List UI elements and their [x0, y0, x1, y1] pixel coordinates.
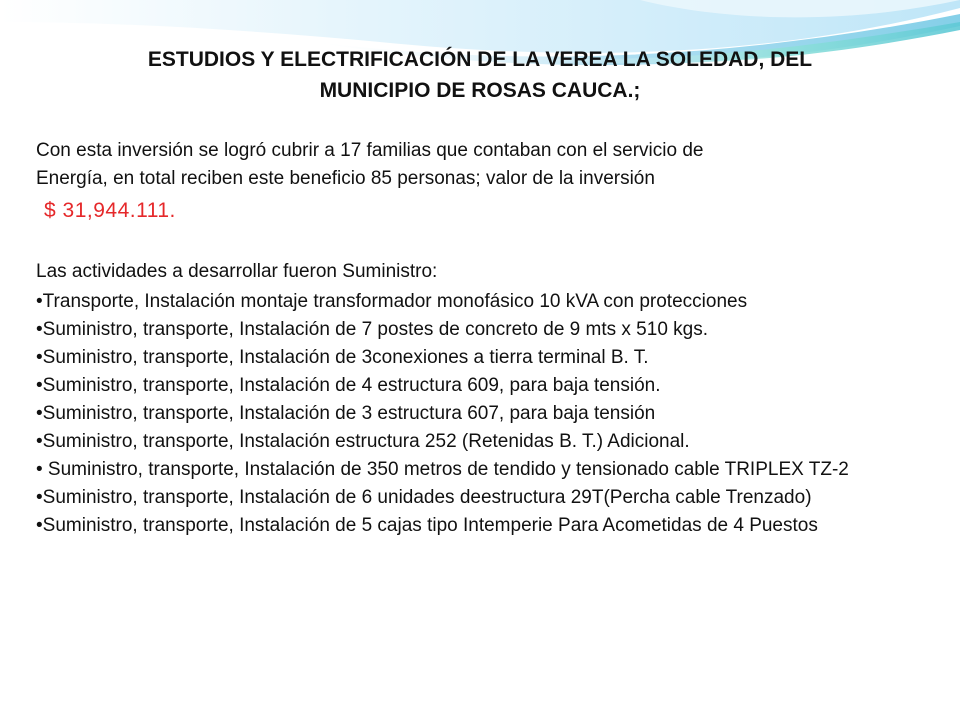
activities-section — [36, 259, 924, 541]
activity-item: •Suministro, transporte, Instalación de 3 estructura 607, para baja tensión — [36, 403, 656, 424]
activity-item: •Transporte, Instalación montaje transformador monofásico 10 kVA con protecciones — [36, 291, 748, 312]
intro-line-2: Energía, en total reciben este beneficio 85 personas; valor de la inversión — [36, 168, 655, 189]
intro-line-1: Con esta inversión se logró cubrir a 17 familias que contaban con el servicio de — [36, 140, 704, 161]
activities-list — [36, 289, 924, 539]
slide-title — [40, 44, 920, 106]
title-line-2: MUNICIPIO DE ROSAS CAUCA.; — [319, 79, 641, 102]
activity-item: •Suministro, transporte, Instalación de 7 postes de concreto de 9 mts x 510 kgs. — [36, 319, 709, 340]
activity-item: •Suministro, transporte, Instalación estructura 252 (Retenidas B. T.) Adicional. — [36, 431, 690, 452]
activity-item: •Suministro, transporte, Instalación de 5 cajas tipo Intemperie Para Acometidas de 4 Puestos — [36, 515, 818, 536]
investment-amount: $ 31,944.111. — [44, 199, 176, 222]
intro-paragraph — [36, 137, 926, 193]
activity-item: •Suministro, transporte, Instalación de 4 estructura 609, para baja tensión. — [36, 375, 661, 396]
activity-item: •Suministro, transporte, Instalación de 6 unidades deestructura 29T(Percha cable Trenzado) — [36, 487, 812, 508]
activity-item: •Suministro, transporte, Instalación de 3conexiones a tierra terminal B. T. — [36, 347, 649, 368]
title-line-1: ESTUDIOS Y ELECTRIFICACIÓN DE LA VEREA LA SOLEDAD, DEL — [147, 48, 813, 71]
activities-lead: Las actividades a desarrollar fueron Suministro: — [36, 261, 438, 282]
activity-item: • Suministro, transporte, Instalación de 350 metros de tendido y tensionado cable TRIPLEX TZ-2 — [36, 459, 849, 480]
